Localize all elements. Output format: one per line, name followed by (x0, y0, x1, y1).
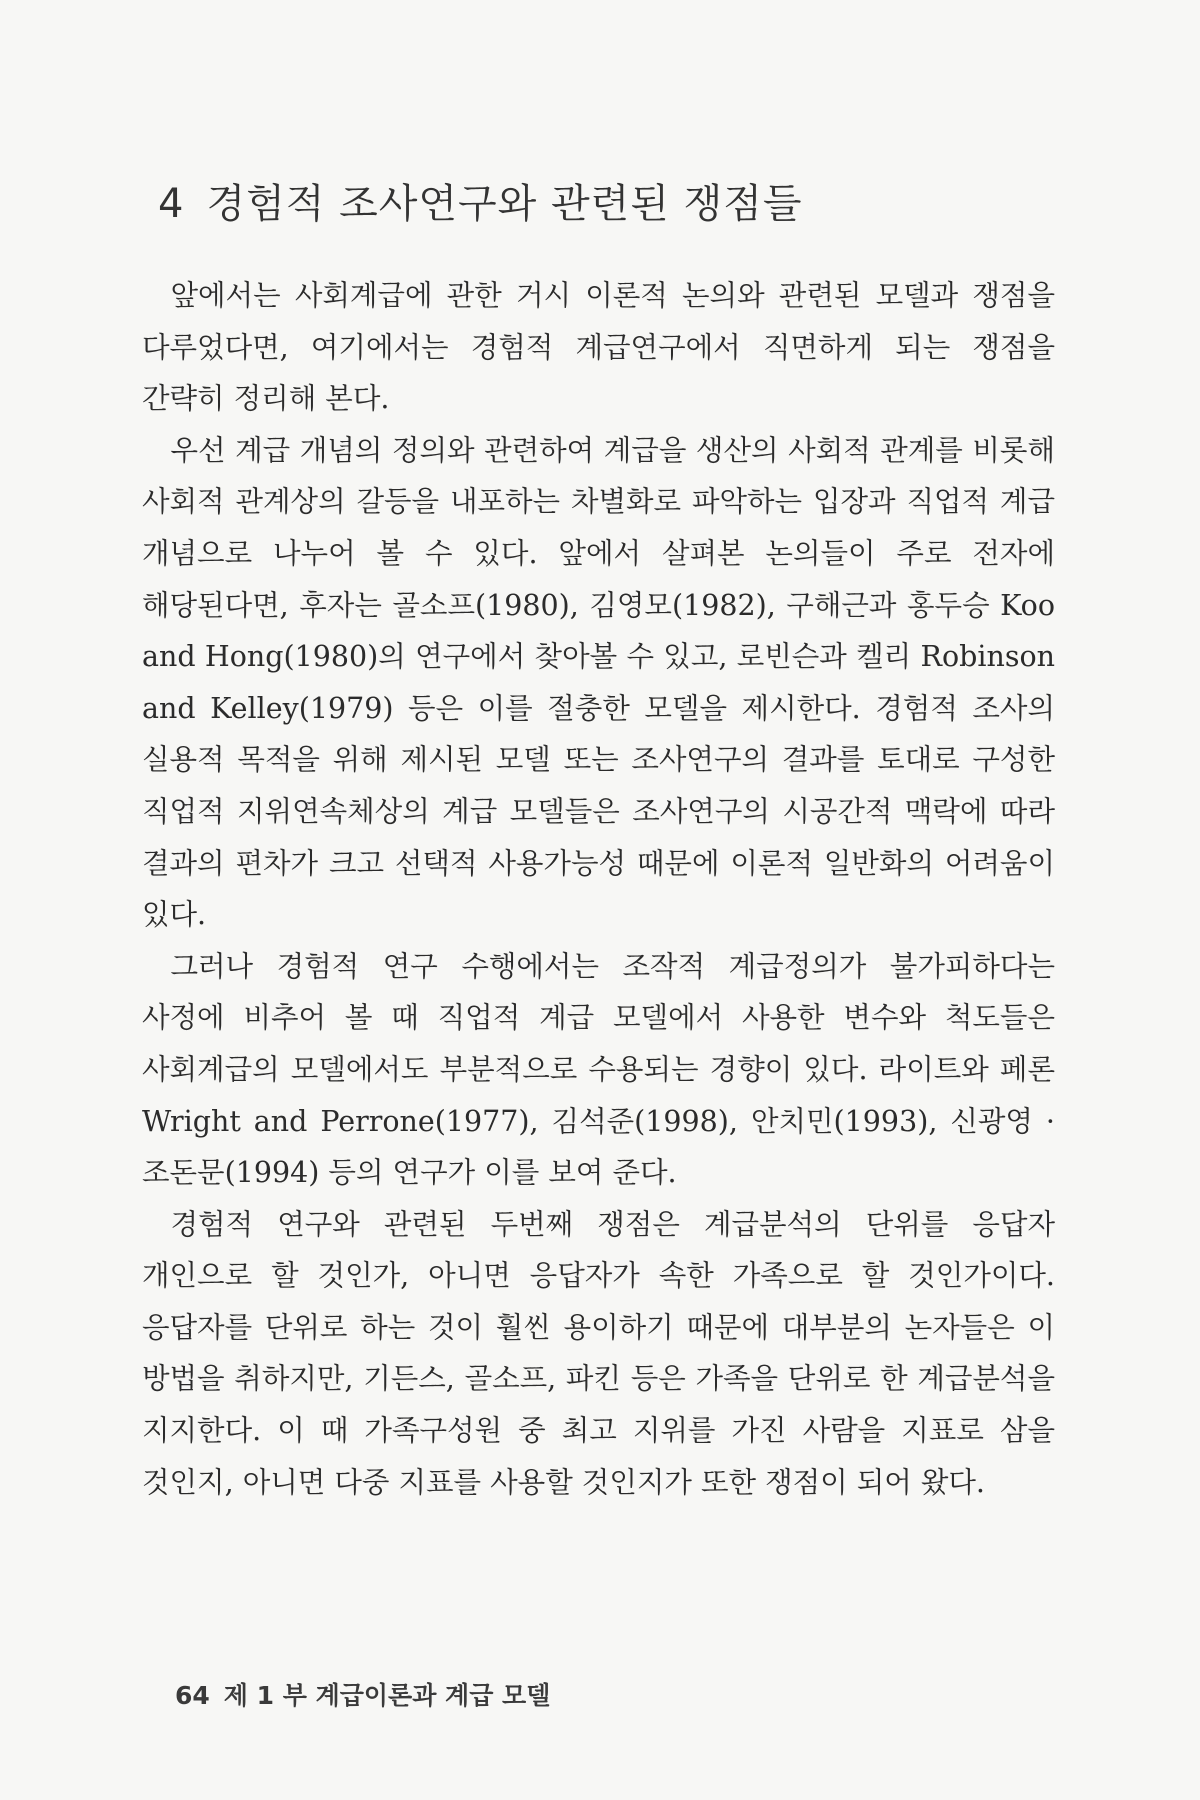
section-number: 4 (158, 181, 185, 227)
paragraph-3: 그러나 경험적 연구 수행에서는 조작적 계급정의가 불가피하다는 사정에 비추어 볼 때 직업적 계급 모델에서 사용한 변수와 척도들은 사회계급의 모델에서도 부분적으로 수용되는 경향이 있다. 라이트와 페론 Wright and Perrone(1977), 김석준(1998), 안치민(1993), 신광영 · 조돈문(1994) 등의 연구가 이를 보여 준다. (142, 949, 1055, 1190)
section-title-text: 경험적 조사연구와 관련된 쟁점들 (206, 181, 803, 227)
paragraph-2: 우선 계급 개념의 정의와 관련하여 계급을 생산의 사회적 관계를 비롯해 사회적 관계상의 갈등을 내포하는 차별화로 파악하는 입장과 직업적 계급 개념으로 나누어 볼 수 있다. 앞에서 살펴본 논의들이 주로 전자에 해당된다면, 후자는 골소프(1980), 김영모(1982), 구해근과 홍두승 Koo and Hong(1980)의 연구에서 찾아볼 수 있고, 로빈슨과 켈리 Robinson and Kelley(1979) 등은 이를 절충한 모델을 제시한다. 경험적 조사의 실용적 목적을 위해 제시된 모델 또는 조사연구의 결과를 토대로 구성한 직업적 지위연속체상의 계급 모델들은 조사연구의 시공간적 맥락에 따라 결과의 편차가 크고 선택적 사용가능성 때문에 이론적 일반화의 어려움이 있다. (142, 433, 1055, 932)
paragraph-4: 경험적 연구와 관련된 두번째 쟁점은 계급분석의 단위를 응답자 개인으로 할 것인가, 아니면 응답자가 속한 가족으로 할 것인가이다. 응답자를 단위로 하는 것이 훨씬 용이하기 때문에 대부분의 논자들은 이 방법을 취하지만, 기든스, 골소프, 파킨 등은 가족을 단위로 한 계급분석을 지지한다. 이 때 가족구성원 중 최고 지위를 가진 사람을 지표로 삼을 것인지, 아니면 다중 지표를 사용할 것인지가 또한 쟁점이 되어 왔다. (142, 1207, 1055, 1499)
section-heading (158, 172, 1058, 229)
paragraph-1: 앞에서는 사회계급에 관한 거시 이론적 논의와 관련된 모델과 쟁점을 다루었다면, 여기에서는 경험적 계급연구에서 직면하게 되는 쟁점을 간략히 정리해 본다. (142, 279, 1055, 416)
body-text (142, 270, 1055, 1508)
page-footer (175, 1676, 550, 1712)
running-head: 제 1 부 계급이론과 계급 모델 (223, 1681, 551, 1710)
page-number: 64 (175, 1681, 210, 1710)
